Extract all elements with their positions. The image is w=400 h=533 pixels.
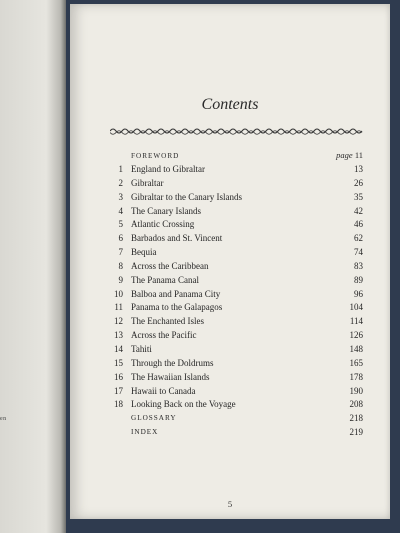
- foreword-label: FOREWORD: [131, 152, 180, 160]
- chapter-title: Barbados and St. Vincent: [131, 233, 223, 244]
- chapter-page-number: 83: [354, 260, 363, 271]
- index-page-number: 219: [349, 427, 363, 438]
- chapter-title: Balboa and Panama City: [131, 288, 221, 299]
- toc-entry: [111, 301, 363, 315]
- chapter-title: Looking Back on the Voyage: [131, 399, 236, 410]
- chapter-number: 13: [114, 330, 123, 341]
- page-column-header: [336, 150, 363, 160]
- folio-page-number: 5: [227, 499, 233, 509]
- chapter-number: 3: [118, 191, 123, 202]
- page-title: Contents: [201, 96, 259, 113]
- toc-entry: [111, 232, 363, 246]
- chapter-number: 11: [114, 302, 123, 313]
- toc-entry: [111, 315, 363, 329]
- chapter-title: The Enchanted Isles: [131, 316, 204, 327]
- chapter-title: The Canary Islands: [131, 205, 201, 216]
- chapter-number: 4: [118, 205, 123, 216]
- chapter-number: 1: [118, 164, 123, 174]
- chapter-number: 17: [114, 385, 123, 396]
- toc-entry: [111, 329, 363, 343]
- chapter-page-number: 148: [349, 343, 363, 354]
- chapter-title: Gibraltar to the Canary Islands: [131, 191, 242, 202]
- toc-entry: [111, 357, 363, 371]
- chapter-page-number: 26: [354, 177, 363, 188]
- chapter-title: Atlantic Crossing: [131, 219, 195, 230]
- chapter-number: 2: [118, 177, 123, 188]
- previous-page-edge: [0, 0, 66, 533]
- toc-entry: [111, 385, 363, 399]
- contents-page: [70, 4, 390, 519]
- chapter-title: Through the Doldrums: [131, 357, 214, 368]
- chapter-number: 10: [114, 288, 123, 299]
- toc-entry: [111, 371, 363, 385]
- chapter-title: Across the Pacific: [131, 330, 197, 341]
- chapter-title: Panama to the Galapagos: [131, 302, 223, 313]
- chapter-number: 5: [118, 219, 123, 230]
- chapter-page-number: 13: [354, 164, 363, 174]
- toc-entry: [111, 343, 363, 357]
- page-edge-text: en: [0, 416, 7, 422]
- chapter-title: Gibraltar: [131, 177, 164, 188]
- chapter-page-number: 89: [354, 274, 363, 285]
- toc-entry: [111, 191, 363, 205]
- toc-entry-glossary: [111, 412, 363, 426]
- chapter-page-number: 35: [354, 191, 363, 202]
- foreword-row: [111, 150, 363, 163]
- chapter-page-number: 104: [349, 302, 363, 313]
- chapter-number: 7: [118, 247, 123, 258]
- chapter-page-number: 74: [354, 247, 363, 258]
- chapter-number: 15: [114, 357, 123, 368]
- chapter-title: England to Gibraltar: [131, 164, 205, 174]
- chapter-page-number: 190: [349, 385, 363, 396]
- chapter-title: The Panama Canal: [131, 274, 199, 285]
- chapter-number: 14: [114, 343, 123, 354]
- table-of-contents: [111, 150, 363, 440]
- toc-entry: [111, 288, 363, 302]
- toc-entry: [111, 260, 363, 274]
- toc-entry: [111, 218, 363, 232]
- toc-entry: [111, 274, 363, 288]
- chapter-number: 9: [118, 274, 123, 285]
- chapter-number: 18: [114, 399, 123, 410]
- chapter-page-number: 42: [354, 205, 363, 216]
- index-title: INDEX: [131, 428, 159, 437]
- chapter-number: 6: [118, 233, 123, 244]
- glossary-page-number: 218: [349, 413, 363, 424]
- toc-entry: [111, 205, 363, 219]
- toc-entry: [111, 398, 363, 412]
- chapter-number: 8: [118, 260, 123, 271]
- chapter-title: Tahiti: [131, 343, 152, 354]
- chapter-page-number: 46: [354, 219, 363, 230]
- toc-entry: [111, 177, 363, 191]
- chapter-number: 12: [114, 316, 123, 327]
- chapter-number: 16: [114, 371, 123, 382]
- glossary-title: GLOSSARY: [131, 414, 177, 423]
- chapter-page-number: 126: [349, 330, 363, 341]
- decorative-rule-ornament: [110, 127, 364, 135]
- chapter-title: Across the Caribbean: [131, 260, 209, 271]
- chapter-page-number: 165: [349, 357, 363, 368]
- toc-entry: [111, 163, 363, 177]
- chapter-page-number: 96: [354, 288, 363, 299]
- chapter-page-number: 178: [349, 371, 363, 382]
- toc-entry: [111, 246, 363, 260]
- page-word: page: [336, 150, 353, 160]
- chapter-title: Hawaii to Canada: [131, 385, 196, 396]
- toc-entry-index: [111, 426, 363, 440]
- chapter-title: The Hawaiian Islands: [131, 371, 210, 382]
- chapter-page-number: 208: [349, 399, 363, 410]
- chapter-page-number: 114: [349, 316, 363, 327]
- foreword-page-number: 11: [354, 150, 363, 160]
- chapter-title: Bequia: [131, 247, 157, 258]
- chapter-page-number: 62: [354, 233, 363, 244]
